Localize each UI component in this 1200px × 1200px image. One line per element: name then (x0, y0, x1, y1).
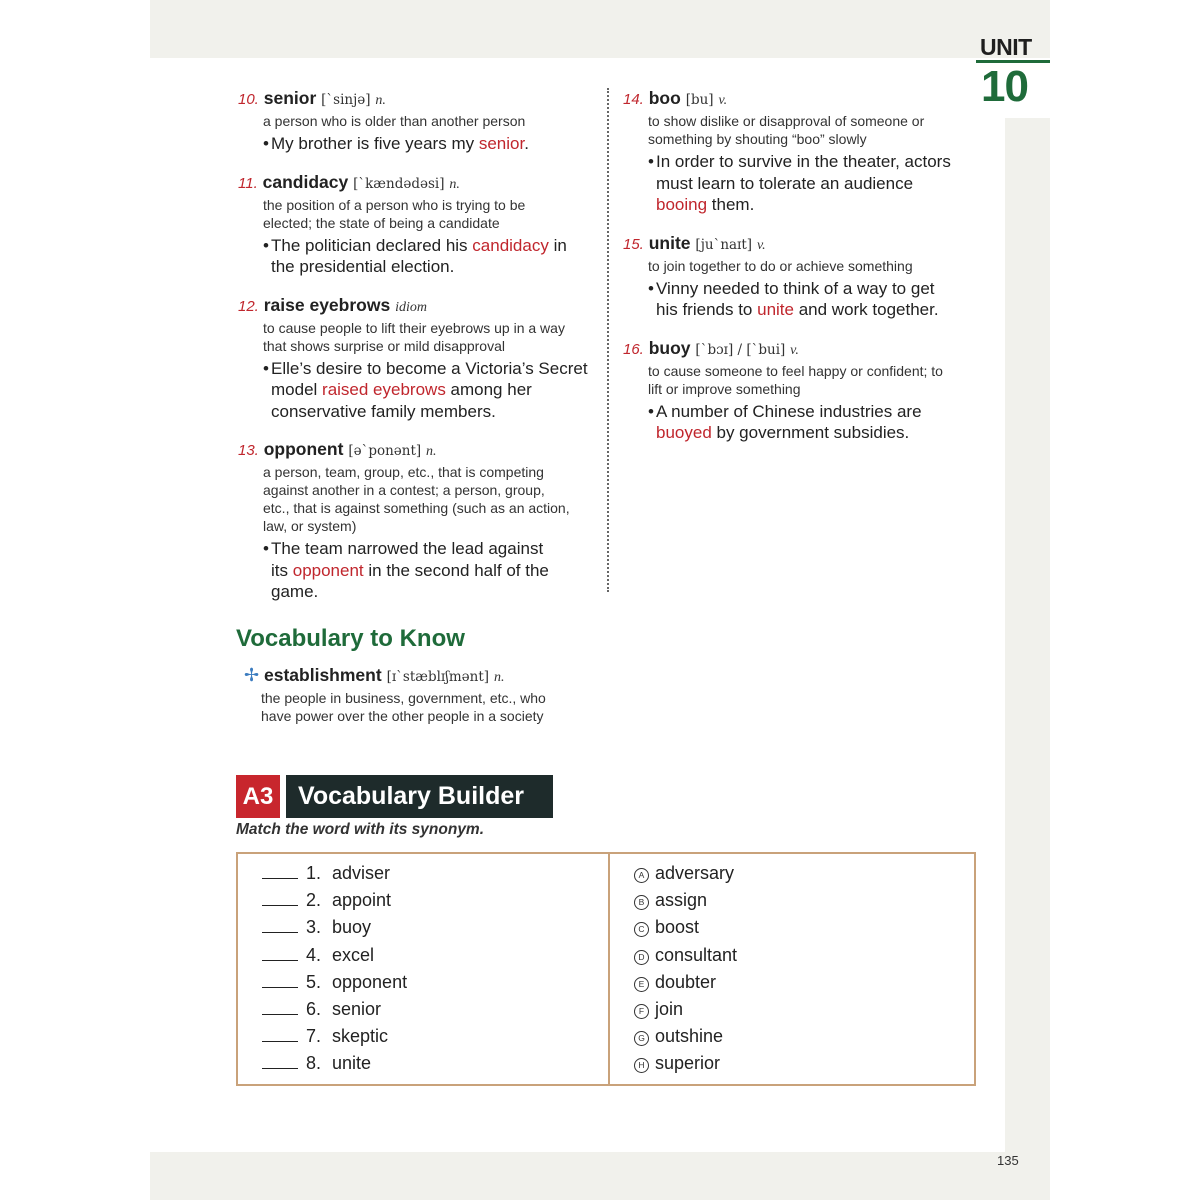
option-letter-icon: H (634, 1058, 649, 1073)
bullet-icon: • (648, 401, 654, 421)
match-number: 2. (306, 890, 322, 911)
example-text: Elle’s desire to become a Victoria’s Secret (271, 358, 588, 378)
definition-line: to join together to do or achieve something (648, 257, 913, 274)
entry-number: 11. (238, 174, 258, 192)
example-lines (656, 401, 922, 444)
option-word: outshine (655, 1026, 724, 1047)
example-line (656, 299, 939, 321)
bullet-icon: • (648, 278, 654, 298)
top-band (150, 0, 1050, 58)
answer-blank[interactable] (262, 996, 298, 1015)
example-text: the presidential election. (271, 257, 455, 276)
example-text: My brother is five years my (271, 134, 479, 153)
match-word-row (262, 1050, 407, 1077)
example-line (656, 194, 951, 216)
highlight-word: buoyed (656, 423, 712, 442)
match-word-row (262, 914, 407, 941)
example-text: among her (445, 380, 532, 399)
match-option-row (634, 969, 737, 996)
example-text: A number of Chinese industries are (656, 401, 922, 421)
example-text: and work together. (793, 300, 939, 319)
column-divider (607, 88, 609, 592)
definition-line: elected; the state of being a candidate (263, 214, 500, 231)
answer-blank[interactable] (262, 887, 298, 906)
example-line (656, 401, 922, 423)
option-letter-icon: G (634, 1031, 649, 1046)
entry-number: 15. (623, 235, 644, 253)
answer-blank[interactable] (262, 942, 298, 961)
option-letter-icon: C (634, 922, 649, 937)
definition-line: a person who is older than another person (263, 113, 526, 129)
definition-line: lift or improve something (648, 380, 801, 397)
match-option-row (634, 914, 737, 941)
entry-ipa: [ˋkændədəsi] (353, 175, 445, 192)
option-letter-icon: F (634, 1004, 649, 1019)
entry-headline (623, 337, 983, 362)
example-line (656, 422, 922, 444)
definition-line: to cause people to lift their eyebrows up in a way (263, 319, 565, 336)
option-letter-icon: A (634, 868, 649, 883)
highlight-word: raised eyebrows (322, 380, 446, 399)
match-word-row (262, 969, 407, 996)
option-word: consultant (655, 944, 738, 965)
matching-box (236, 852, 976, 1086)
entry-example (263, 235, 598, 278)
option-word: assign (655, 890, 708, 911)
highlight-word: senior (478, 134, 525, 153)
entry-pos: v. (718, 93, 728, 108)
definition-line: the position of a person who is trying to be (263, 196, 526, 213)
match-option-row (634, 1023, 737, 1050)
example-line (271, 538, 549, 560)
section-title: Vocabulary Builder (286, 775, 553, 818)
option-list (634, 860, 737, 1078)
example-text: conservative family members. (271, 401, 496, 421)
match-word: appoint (332, 890, 392, 911)
right-column (623, 87, 983, 460)
entry-ipa: [ˋbɔɪ] / [ˋbui] (695, 341, 786, 358)
answer-blank[interactable] (262, 1023, 298, 1042)
entry-definition (648, 257, 983, 275)
entry-candidacy (238, 171, 598, 278)
match-number: 4. (306, 944, 322, 965)
entry-buoy (623, 337, 983, 444)
example-text: its (271, 560, 293, 580)
example-text: Vinny needed to think of a way to get (656, 278, 935, 298)
example-lines (271, 235, 567, 278)
answer-blank[interactable] (262, 969, 298, 988)
unit-label: UNIT (980, 34, 1032, 60)
example-line (271, 235, 567, 257)
entry-definition (263, 112, 598, 130)
entry-number: 10. (238, 91, 259, 108)
example-line (271, 358, 588, 380)
match-option-row (634, 1050, 737, 1077)
option-word: boost (655, 917, 700, 938)
side-band (1005, 118, 1050, 1152)
entry-ipa: [ˋsinjə] (321, 92, 371, 108)
entry-definition (648, 362, 983, 398)
example-line (271, 581, 549, 603)
entry-ipa: [bu] (685, 92, 714, 108)
entry-number: 16. (623, 340, 644, 358)
entry-headline (623, 87, 983, 112)
answer-blank[interactable] (262, 860, 298, 879)
option-letter-icon: B (634, 895, 649, 910)
vocab-to-know-title: Vocabulary to Know (236, 625, 465, 652)
option-word: join (655, 998, 684, 1019)
entry-pos: n. (375, 93, 386, 108)
option-letter-icon: E (634, 977, 649, 992)
page-number: 135 (997, 1153, 1019, 1168)
highlight-word: booing (656, 195, 708, 214)
entry-word: buoy (648, 337, 691, 358)
example-text: them. (707, 195, 755, 214)
example-lines (656, 151, 951, 216)
match-word-row (262, 887, 407, 914)
entry-example (263, 358, 598, 423)
example-line (271, 133, 529, 155)
definition-line: that shows surprise or mild disapproval (263, 337, 505, 354)
bullet-icon: • (648, 152, 654, 171)
match-word: buoy (332, 917, 372, 938)
entry-example (648, 151, 983, 216)
match-word-row (262, 942, 407, 969)
entry-opponent (238, 438, 598, 603)
bullet-icon: • (263, 134, 269, 153)
example-text: by government subsidies. (711, 423, 910, 442)
bullet-icon: • (263, 235, 269, 255)
entry-number: 13. (238, 442, 259, 459)
entry-pos: n. (493, 670, 505, 685)
entry-boo (623, 87, 983, 216)
entry-word: boo (648, 88, 681, 108)
example-line (271, 560, 549, 582)
definition-line: something by shouting “boo” slowly (648, 131, 867, 147)
match-number: 8. (306, 1053, 322, 1074)
entry-pos: v. (790, 342, 799, 358)
match-number: 7. (306, 1026, 322, 1047)
entry-definition (263, 463, 598, 535)
entry-ipa: [ɪˋstæblɪʃmənt] (386, 669, 490, 685)
entry-headline (623, 232, 983, 257)
entry-pos: n. (449, 176, 460, 192)
highlight-word: unite (757, 300, 794, 319)
example-line (271, 256, 567, 278)
match-word-row (262, 1023, 407, 1050)
bullet-icon: • (263, 539, 269, 558)
entry-word: unite (648, 232, 691, 253)
entry-definition (263, 319, 598, 355)
left-column (238, 87, 598, 619)
example-text: In order to survive in the theater, actors (656, 152, 951, 171)
match-number: 6. (306, 998, 322, 1019)
definition-line: law, or system) (263, 518, 357, 534)
match-word: excel (332, 944, 375, 965)
option-word: adversary (655, 863, 735, 883)
vocab-to-know-entry (244, 664, 604, 725)
word-list (262, 860, 407, 1078)
match-number: 5. (306, 971, 322, 992)
highlight-word: candidacy (472, 235, 549, 255)
entry-example (648, 278, 983, 321)
match-word: adviser (332, 863, 391, 883)
entry-word: opponent (263, 439, 344, 459)
entry-word: candidacy (262, 171, 349, 192)
entry-ipa: [juˋnaɪt] (695, 236, 753, 253)
example-text: his friends to (656, 300, 758, 319)
entry-headline (238, 87, 598, 112)
entry-word: senior (263, 88, 317, 108)
match-option-row (634, 887, 737, 914)
entry-ipa: [əˋponənt] (348, 443, 422, 459)
match-option-row (634, 996, 737, 1023)
example-lines (271, 358, 588, 423)
cross-icon: ✢ (244, 665, 260, 685)
entry-raise-eyebrows (238, 294, 598, 423)
definition-line: a person, team, group, etc., that is competing (263, 464, 544, 480)
entry-word: raise eyebrows (263, 294, 391, 315)
example-line (271, 379, 588, 401)
instruction: Match the word with its synonym. (236, 821, 485, 838)
unit-number: 10 (981, 62, 1028, 111)
example-text: in (548, 235, 567, 255)
definition-line: to cause someone to feel happy or confident; to (648, 362, 943, 379)
match-number: 1. (306, 863, 322, 883)
entry-headline (238, 294, 598, 319)
example-line (271, 401, 588, 423)
entry-example (648, 401, 983, 444)
entry-example (263, 133, 598, 155)
match-word: skeptic (332, 1026, 389, 1047)
answer-blank[interactable] (262, 1050, 298, 1069)
entry-unite (623, 232, 983, 321)
example-text: model (271, 380, 323, 399)
match-number: 3. (306, 917, 322, 938)
section-badge: A3 (236, 775, 280, 818)
match-word-row (262, 860, 407, 887)
definition-line: against another in a contest; a person, group, (263, 482, 545, 498)
entry-headline (238, 171, 598, 196)
definition-line: to show dislike or disapproval of someone or (648, 113, 925, 129)
entry-number: 12. (238, 297, 259, 315)
bullet-icon: • (263, 358, 269, 378)
example-lines (656, 278, 939, 321)
example-text: The politician declared his (271, 235, 473, 255)
example-text: . (524, 134, 529, 153)
matching-divider (608, 854, 610, 1084)
entry-senior (238, 87, 598, 155)
entry-definition (648, 112, 983, 148)
entry-pos: v. (756, 237, 766, 253)
entry-word: establishment (264, 665, 382, 685)
example-line (656, 278, 939, 300)
entry-headline (238, 438, 598, 463)
match-word-row (262, 996, 407, 1023)
match-word: unite (332, 1053, 372, 1074)
entry-pos: idiom (395, 299, 427, 315)
example-text: The team narrowed the lead against (271, 539, 544, 558)
option-word: superior (655, 1053, 721, 1074)
entry-number: 14. (623, 91, 644, 108)
bottom-band (150, 1152, 1050, 1200)
option-letter-icon: D (634, 950, 649, 965)
example-line (656, 151, 951, 173)
match-word: opponent (332, 971, 408, 992)
highlight-word: opponent (292, 560, 364, 580)
example-text: game. (271, 582, 319, 601)
example-line (656, 173, 951, 195)
match-option-row (634, 942, 737, 969)
example-text: in the second half of the (363, 560, 549, 580)
example-text: must learn to tolerate an audience (656, 173, 914, 193)
answer-blank[interactable] (262, 914, 298, 933)
example-lines (271, 133, 529, 155)
match-option-row (634, 860, 737, 887)
match-word: senior (332, 998, 382, 1019)
definition-line: etc., that is against something (such as an action, (263, 500, 570, 516)
entry-pos: n. (426, 444, 437, 459)
entry-definition (263, 196, 598, 232)
option-word: doubter (655, 971, 717, 992)
example-lines (271, 538, 549, 603)
entry-definition: the people in business, government, etc., who have power over the other people in a society (261, 690, 546, 724)
entry-example (263, 538, 598, 603)
